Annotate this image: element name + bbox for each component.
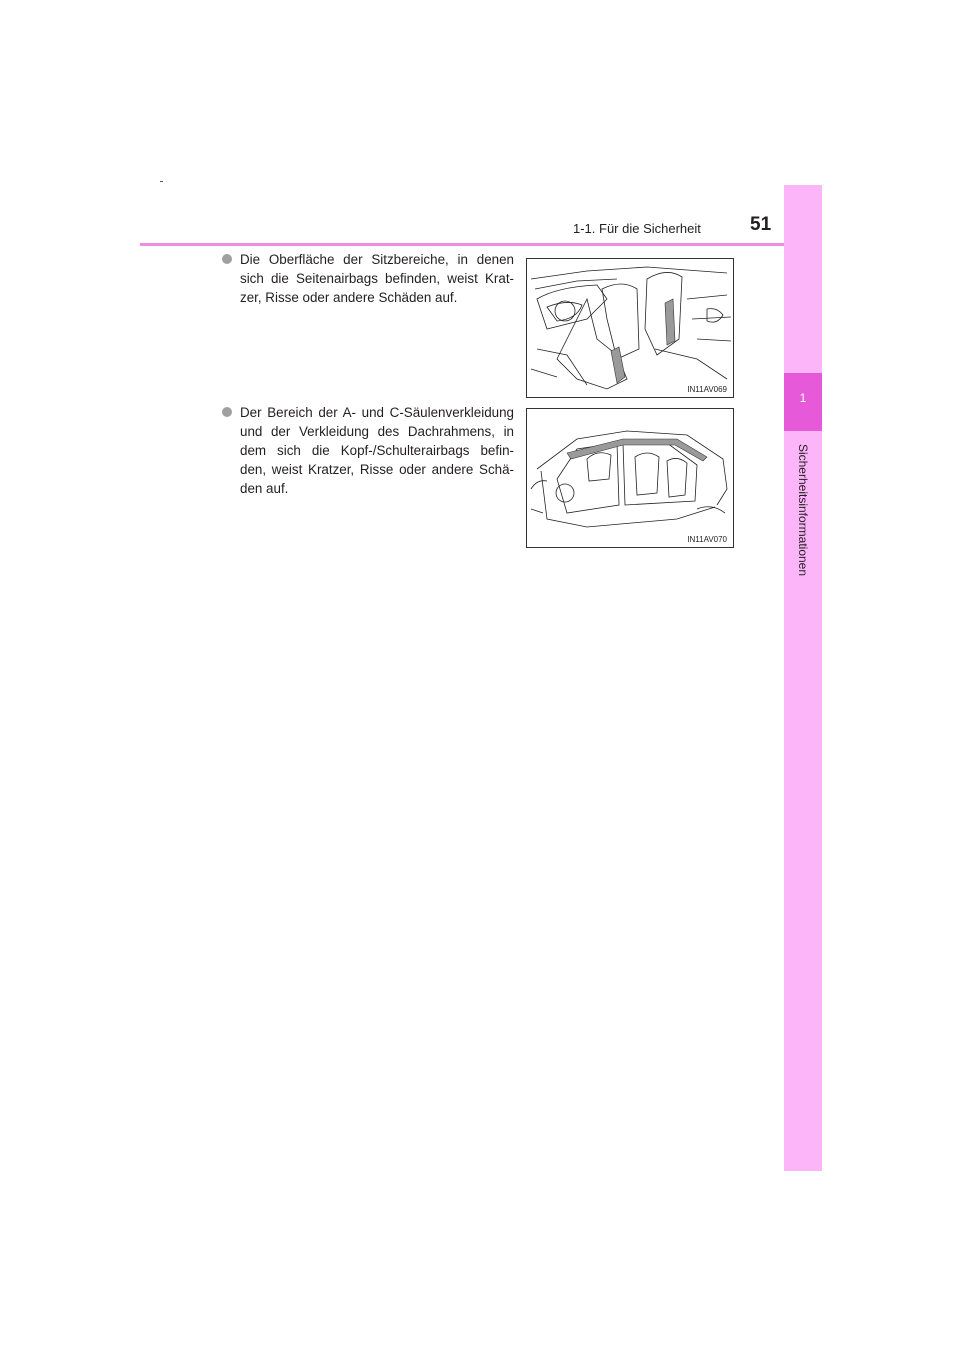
section-title: 1-1. Für die Sicherheit	[573, 221, 701, 236]
header-rule	[140, 243, 821, 246]
chapter-label: Sicherheitsinformationen	[796, 443, 810, 577]
figure-curtain-airbags	[526, 408, 734, 548]
bullet-item-pillar-trim	[222, 403, 514, 498]
figure-code: IN11AV070	[687, 535, 727, 544]
page-number: 51	[750, 214, 772, 235]
item-text-line: und der Verkleidung des Dachrahmens, in	[240, 424, 514, 439]
item-text-line: sich die Seitenairbags befinden, weist Krat-	[240, 271, 514, 286]
figure-seat-side-airbags	[526, 258, 734, 398]
bullet-item-side-airbags	[222, 250, 514, 307]
header-mark	[160, 181, 163, 182]
item-text-line: Die Oberfläche der Sitzbereiche, in denen	[240, 252, 514, 267]
chapter-number: 1	[799, 391, 807, 405]
car-body-side-illustration	[527, 409, 733, 547]
item-text-line: dem sich die Kopf-/Schulterairbags befin-	[240, 443, 514, 458]
chapter-side-tab	[784, 185, 822, 1171]
car-interior-seats-illustration	[527, 259, 733, 397]
chapter-number-box	[784, 373, 822, 431]
bullet-icon	[222, 407, 232, 417]
item-text-line: zer, Risse oder andere Schäden auf.	[240, 290, 458, 305]
figure-code: IN11AV069	[687, 385, 727, 394]
item-text-line: Der Bereich der A- und C-Säulenverkleidung	[240, 405, 514, 420]
item-text-line: den auf.	[240, 481, 289, 496]
item-text-line: den, weist Kratzer, Risse oder andere Schä-	[240, 462, 514, 477]
bullet-icon	[222, 254, 232, 264]
